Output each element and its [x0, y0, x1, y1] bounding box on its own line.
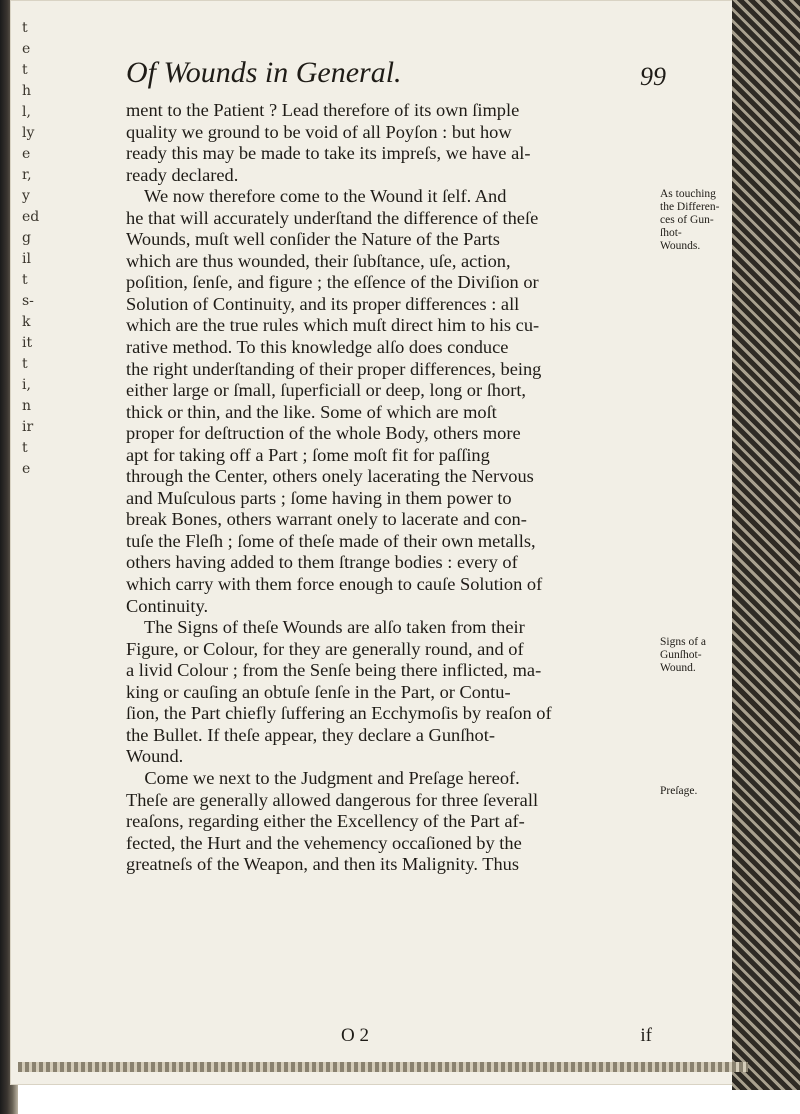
margin-note-differences — [660, 188, 730, 253]
text-line: which carry with them force enough to cauſe Solution of — [126, 574, 543, 595]
text-line: Solution of Continuity, and its proper differences : all — [126, 293, 520, 314]
gutter-mark: it — [22, 335, 33, 351]
gutter-mark: r, — [22, 167, 32, 183]
text-line: which are thus wounded, their ſubſtance, uſe, action, — [126, 250, 511, 271]
text-line: he that will accurately underſtand the difference of theſe — [126, 207, 539, 228]
margin-note-presage — [660, 785, 730, 798]
text-line: which are the true rules which muſt direct him to his cu- — [126, 315, 540, 336]
text-line: king or cauſing an obtuſe ſenſe in the Part, or Contu- — [126, 681, 511, 702]
text-line: fected, the Hurt and the vehemency occaſioned by the — [126, 832, 522, 853]
text-line: Come we next to the Judgment and Preſage hereof. — [126, 767, 520, 788]
text-line: The Signs of theſe Wounds are alſo taken from their — [126, 617, 525, 638]
text-line: Theſe are generally allowed dangerous for three ſeverall — [126, 789, 539, 810]
page-footer — [126, 1025, 652, 1049]
text-line: either large or ſmall, ſuperficiall or deep, long or ſhort, — [126, 380, 527, 401]
gutter-mark: y — [22, 188, 30, 204]
text-line: ment to the Patient ? Lead therefore of its own ſimple — [126, 100, 520, 120]
text-line: through the Center, others onely lacerating the Nervous — [126, 466, 534, 487]
margin-note-line: Gunſhot- — [660, 649, 702, 661]
text-line: tuſe the Fleſh ; ſome of theſe made of their own metalls, — [126, 530, 536, 551]
margin-note-line: Signs of a — [660, 636, 706, 648]
gutter-mark: g — [22, 230, 31, 246]
gutter-mark: s- — [22, 293, 34, 309]
text-line: Wound. — [126, 746, 184, 767]
text-line: others having added to them ſtrange bodies : every of — [126, 552, 518, 573]
book-edge-right — [732, 0, 800, 1090]
body-text — [126, 100, 652, 876]
signature-mark: O 2 — [341, 1025, 369, 1046]
text-line: ready declared. — [126, 164, 239, 185]
text-line: and Muſculous parts ; ſome having in them power to — [126, 487, 512, 508]
gutter-mark: t — [22, 272, 28, 288]
text-line: greatneſs of the Weapon, and then its Malignity. Thus — [126, 854, 519, 875]
text-line: ſion, the Part chiefly ſuffering an Ecchymoſis by reaſon of — [126, 703, 552, 724]
text-line: ready this may be made to take its impreſs, we have al- — [126, 143, 531, 164]
gutter-mark: t — [22, 62, 28, 78]
text-line: the Bullet. If theſe appear, they declare a Gunſhot- — [126, 724, 495, 745]
margin-note-line: the Differen- — [660, 201, 720, 213]
margin-note-signs — [660, 636, 730, 675]
gutter-mark: il — [22, 251, 31, 267]
gutter-mark: ir — [22, 419, 34, 435]
text-line: poſition, ſenſe, and figure ; the eſſence of the Diviſion or — [126, 272, 539, 293]
gutter-mark: ly — [22, 125, 35, 141]
page-header — [126, 56, 666, 96]
margin-note-line: Wound. — [660, 662, 696, 674]
text-line: rative method. To this knowledge alſo does conduce — [126, 337, 509, 358]
facing-page-fragment — [18, 0, 62, 1062]
text-line: Wounds, muſt well conſider the Nature of the Parts — [126, 229, 500, 250]
margin-note-line: Wounds. — [660, 240, 701, 252]
text-line: We now therefore come to the Wound it ſelf. And — [126, 186, 507, 207]
text-line: proper for deſtruction of the whole Body, others more — [126, 423, 521, 444]
gutter-mark: h — [22, 83, 32, 99]
gutter-mark: t — [22, 440, 28, 456]
text-line: reaſons, regarding either the Excellency of the Part af- — [126, 811, 525, 832]
margin-note-line: As touching — [660, 188, 716, 200]
gutter-mark: e — [22, 146, 31, 162]
gutter-mark: i, — [22, 377, 31, 393]
margin-note-line: Preſage. — [660, 785, 698, 797]
gutter-mark: k — [22, 314, 31, 330]
text-line: apt for taking off a Part ; ſome moſt fit for paſſing — [126, 444, 490, 465]
running-head: Of Wounds in General. — [126, 56, 402, 89]
catchword: if — [640, 1025, 652, 1046]
gutter-mark: n — [22, 398, 32, 414]
text-line: thick or thin, and the like. Some of which are moſt — [126, 401, 497, 422]
text-line: Continuity. — [126, 595, 209, 616]
gutter-mark: l, — [22, 104, 31, 120]
margin-note-line: ſhot- — [660, 227, 682, 239]
gutter-mark: ed — [22, 209, 40, 225]
text-line: Figure, or Colour, for they are generally round, and of — [126, 638, 524, 659]
book-edge-bottom — [18, 1062, 748, 1072]
gutter-mark: t — [22, 356, 28, 372]
page-number: 99 — [640, 62, 666, 91]
gutter-mark: e — [22, 41, 31, 57]
text-line: quality we ground to be void of all Poyſon : but how — [126, 121, 512, 142]
text-line: break Bones, others warrant onely to lacerate and con- — [126, 509, 527, 530]
margin-note-line: ces of Gun- — [660, 214, 714, 226]
gutter-mark: e — [22, 461, 31, 477]
gutter-mark: t — [22, 20, 28, 36]
text-line: a livid Colour ; from the Senſe being there inflicted, ma- — [126, 660, 542, 681]
text-line: the right underſtanding of their proper differences, being — [126, 358, 542, 379]
